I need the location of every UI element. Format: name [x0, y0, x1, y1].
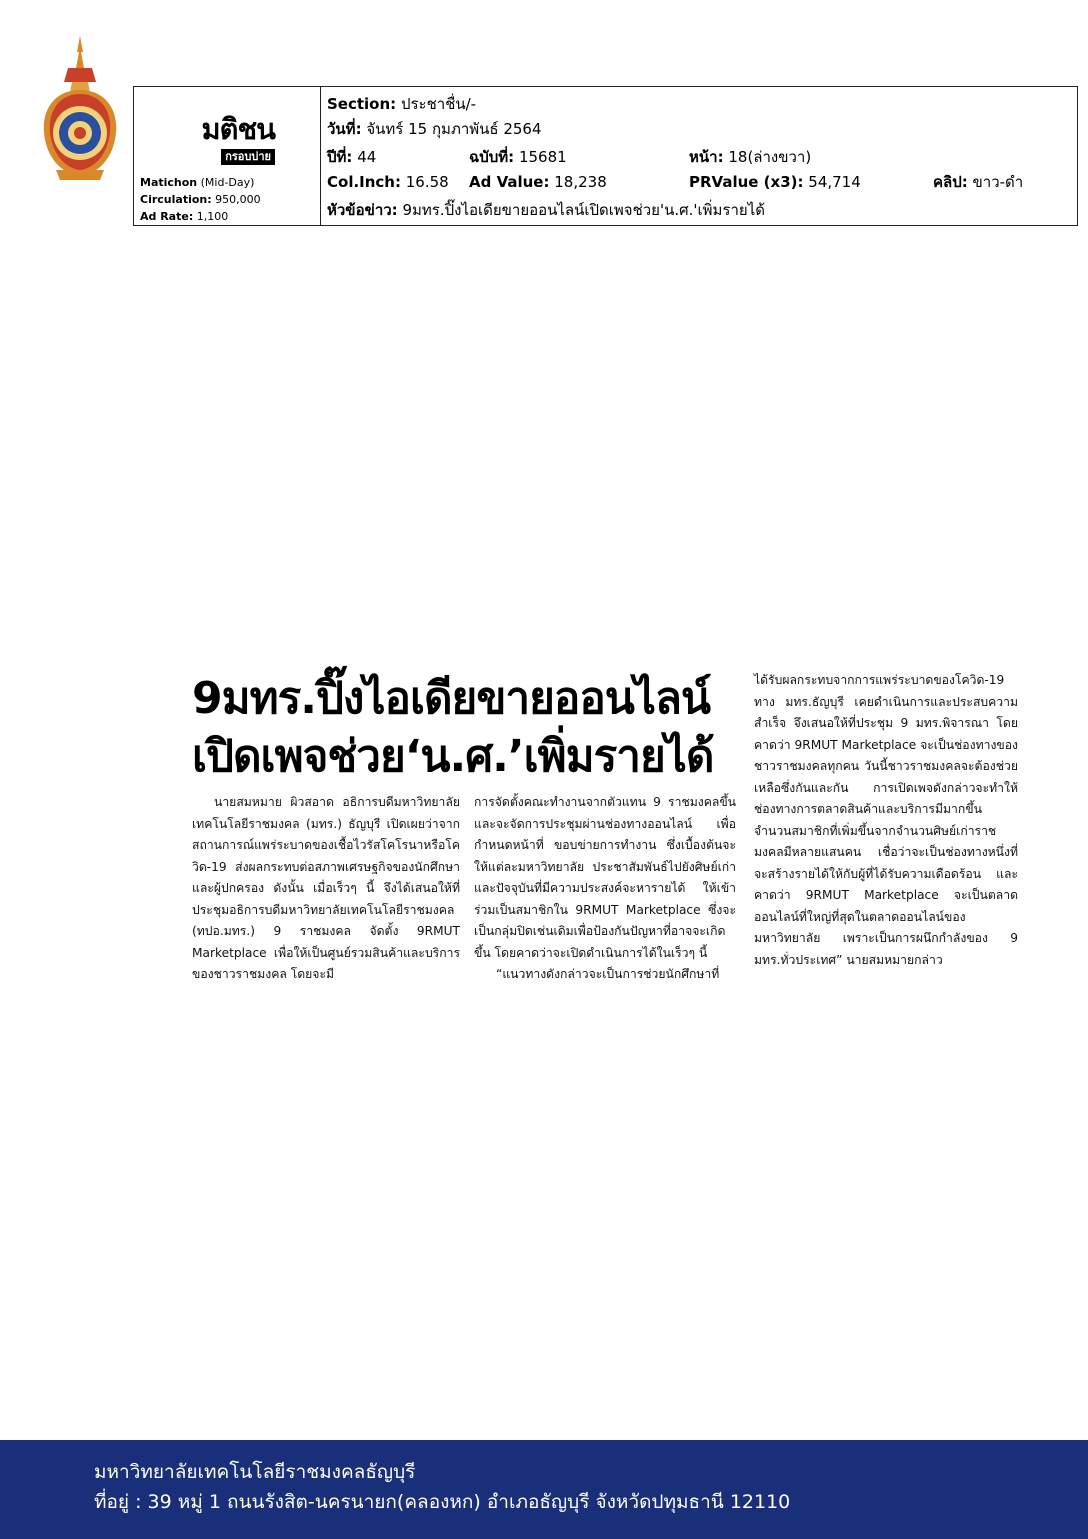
publication-val: (Mid-Day)	[200, 176, 255, 189]
circulation-key: Circulation:	[140, 193, 212, 206]
headline-line-2: เปิดเพจช่วย‘น.ศ.’เพิ่มรายได้	[192, 731, 714, 782]
article-column-2	[474, 792, 736, 986]
clip-val: ขาว-ดำ	[972, 173, 1024, 191]
footer-address: ที่อยู่ : 39 หมู่ 1 ถนนรังสิต-นครนายก(คลองหก) อำเภอธัญบุรี จังหวัดปทุมธานี 12110	[94, 1491, 791, 1513]
colinch-val: 16.58	[405, 173, 449, 191]
clip-key: คลิป:	[933, 173, 968, 191]
advalue-row	[469, 171, 607, 193]
headline-line-1: 9มทร.ปิ๊งไอเดียขายออนไลน์	[192, 673, 710, 724]
column-2-paragraph-1: การจัดตั้งคณะทำงานจากตัวแทน 9 ราชมงคลขึ้น และจะจัดการประชุมผ่านช่องทางออนไลน์ เพื่อกำหนดหน้าที่ ขอบข่ายการทำงาน ซึ่งเบื้องต้นจะให้แต่ละมหาวิทยาลัย ประชาสัมพันธ์ไปยังศิษย์เก่าและปัจจุบันที่มีความประสงค์จะหารายได้ ให้เข้าร่วมเป็นสมาชิกใน 9RMUT Marketplace ซึ่งจะเป็นกลุ่มปิดเช่นเดิมเพื่อป้องกันปัญหาที่อาจจะเกิดขึ้น โดยคาดว่าจะเปิดดำเนินการได้ในเร็วๆ นี้	[474, 795, 736, 960]
article-headline	[192, 670, 744, 786]
date-row	[327, 118, 542, 140]
year-val: 44	[357, 148, 377, 166]
page-val: 18(ล่างขวา)	[728, 148, 812, 166]
circulation-val: 950,000	[215, 193, 261, 206]
article-column-3: ได้รับผลกระทบจากการแพร่ระบาดของโควิด-19 ทาง มทร.ธัญบุรี เคยดำเนินการและประสบความสำเร็จ จึงเสนอให้ที่ประชุม 9 มทร.พิจารณา โดยคาดว่า 9RMUT Marketplace จะเป็นช่องทางของชาวราชมงคลทุกคน วันนี้ชาวราชมงคลจะต้องช่วยเหลือซึ่งกันและกัน การเปิดเพจดังกล่าวจะทำให้ช่องทางการตลาดสินค้าและบริการมีมากขึ้น จำนวนสมาชิกที่เพิ่มขึ้นจากจำนวนศิษย์เก่าราชมงคลมีหลายแสนคน เชื่อว่าจะเป็นช่องทางหนึ่งที่จะสร้างรายได้ให้กับผู้ที่ได้รับความเดือดร้อน และคาดว่า 9RMUT Marketplace จะเป็นตลาดออนไลน์ที่ใหญ่ที่สุดในตลาดออนไลน์ของมหาวิทยาลัย เพราะเป็นการผนึกกำลังของ 9 มทร.ทั่วประเทศ” นายสมหมายกล่าว	[754, 673, 1018, 967]
article-column-1: นายสมหมาย ผิวสอาด อธิการบดีมหาวิทยาลัยเทคโนโลยีราชมงคล (มทร.) ธัญบุรี เปิดเผยว่าจากสถานการณ์แพร่ระบาดของเชื้อไวรัสโคโรนาหรือโควิด-19 ส่งผลกระทบต่อสภาพเศรษฐกิจของนักศึกษาและผู้ปกครอง ดังนั้น เมื่อเร็วๆ นี้ จึงได้เสนอให้ที่ประชุมอธิการบดีมหาวิทยาลัยเทคโนโลยีราชมงคล (ทปอ.มทร.) 9 ราชมงคล จัดตั้ง 9RMUT Marketplace เพื่อให้เป็นศูนย์รวมสินค้าและบริการของชาวราชมงคล โดยจะมี	[192, 795, 460, 981]
headline-val: 9มทร.ปิ๊งไอเดียขายออนไลน์เปิดเพจช่วย'น.ศ.'เพิ่มรายได้	[402, 201, 765, 219]
section-val: ประชาชื่น/-	[400, 95, 477, 113]
clipping-details	[321, 87, 1077, 225]
publication-panel	[134, 87, 321, 225]
colinch-key: Col.Inch:	[327, 173, 401, 191]
adrate-key: Ad Rate:	[140, 210, 194, 223]
date-key: วันที่:	[327, 120, 362, 138]
news-article	[186, 662, 1022, 1002]
date-val: จันทร์ 15 กุมภาพันธ์ 2564	[366, 120, 542, 138]
clip-row	[933, 171, 1023, 193]
adrate-val: 1,100	[196, 210, 229, 223]
issue-val: 15681	[518, 148, 567, 166]
column-2-paragraph-2: “แนวทางดังกล่าวจะเป็นการช่วยนักศึกษาที่	[496, 967, 720, 981]
advalue-key: Ad Value:	[469, 173, 550, 191]
newspaper-edition: กรอบบ่าย	[221, 149, 275, 165]
publication-key: Matichon	[140, 176, 198, 189]
publication-meta	[140, 174, 261, 225]
footer-banner	[0, 1440, 1088, 1539]
footer-university-name: มหาวิทยาลัยเทคโนโลยีราชมงคลธัญบุรี	[94, 1461, 416, 1483]
issue-key: ฉบับที่:	[469, 148, 515, 166]
clipping-info-box	[133, 86, 1078, 226]
page-key: หน้า:	[689, 148, 724, 166]
prvalue-val: 54,714	[808, 173, 861, 191]
year-row	[327, 146, 376, 168]
page-row	[689, 146, 811, 168]
issue-row	[469, 146, 567, 168]
year-key: ปีที่:	[327, 148, 353, 166]
newspaper-name: มติชน	[201, 112, 275, 146]
prvalue-key: PRValue (x3):	[689, 173, 804, 191]
university-emblem-icon	[38, 34, 122, 184]
section-key: Section:	[327, 95, 397, 113]
newspaper-logo	[180, 113, 275, 165]
section-row	[327, 93, 476, 115]
prvalue-row	[689, 171, 861, 193]
headline-row	[327, 199, 765, 221]
headline-key: หัวข้อข่าว:	[327, 201, 398, 219]
advalue-val: 18,238	[554, 173, 607, 191]
colinch-row	[327, 171, 449, 193]
